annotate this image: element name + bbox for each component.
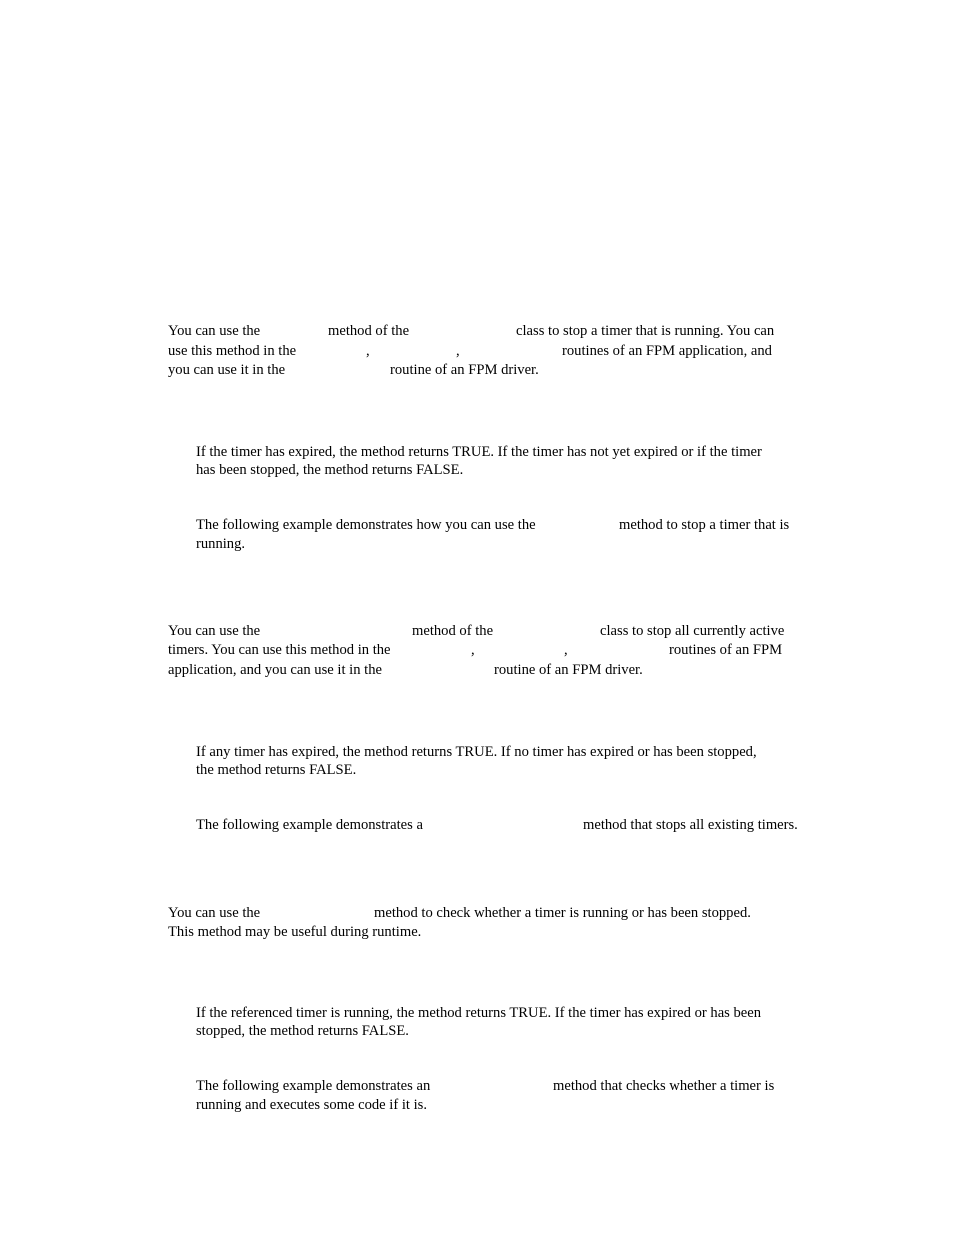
- text-segment: method that checks whether a timer is: [553, 1078, 775, 1094]
- text-segment: use this method in the: [168, 343, 297, 359]
- text-segment: ,: [471, 642, 475, 658]
- text-segment: This method may be useful during runtime.: [168, 924, 422, 940]
- text-segment: class to stop all currently active: [600, 623, 785, 639]
- text-segment: you can use it in the: [168, 362, 286, 378]
- returns-text: If the timer has expired, the method returns TRUE. If the timer has not yet expired or if the timer: [196, 444, 762, 460]
- text-segment: ,: [564, 642, 568, 658]
- text-segment: The following example demonstrates how you can use the: [196, 517, 536, 533]
- text-segment: running.: [196, 536, 246, 552]
- text-segment: timers. You can use this method in the: [168, 642, 391, 658]
- returns-text: If the referenced timer is running, the method returns TRUE. If the timer has expired or has been: [196, 1005, 762, 1021]
- text-segment: You can use the: [168, 323, 261, 339]
- returns-text: stopped, the method returns FALSE.: [196, 1023, 409, 1039]
- text-segment: method of the: [412, 623, 494, 639]
- text-segment: The following example demonstrates a: [196, 817, 423, 833]
- returns-text: has been stopped, the method returns FALSE.: [196, 462, 464, 478]
- text-segment: routine of an FPM driver.: [390, 362, 539, 378]
- text-segment: class to stop a timer that is running. You can: [516, 323, 775, 339]
- text-segment: You can use the: [168, 905, 261, 921]
- text-segment: method to check whether a timer is running or has been stopped.: [374, 905, 751, 921]
- text-segment: ,: [366, 343, 370, 359]
- text-segment: The following example demonstrates an: [196, 1078, 431, 1094]
- returns-text: the method returns FALSE.: [196, 762, 357, 778]
- text-segment: method to stop a timer that is: [619, 517, 790, 533]
- text-segment: method of the: [328, 323, 410, 339]
- text-segment: ,: [456, 343, 460, 359]
- text-segment: routines of an FPM: [669, 642, 783, 658]
- text-segment: running and executes some code if it is.: [196, 1097, 428, 1113]
- returns-text: If any timer has expired, the method returns TRUE. If no timer has expired or has been stopped,: [196, 744, 757, 760]
- text-segment: routine of an FPM driver.: [494, 662, 643, 678]
- text-segment: routines of an FPM application, and: [562, 343, 772, 359]
- text-segment: method that stops all existing timers.: [583, 817, 798, 833]
- text-segment: You can use the: [168, 623, 261, 639]
- text-segment: application, and you can use it in the: [168, 662, 382, 678]
